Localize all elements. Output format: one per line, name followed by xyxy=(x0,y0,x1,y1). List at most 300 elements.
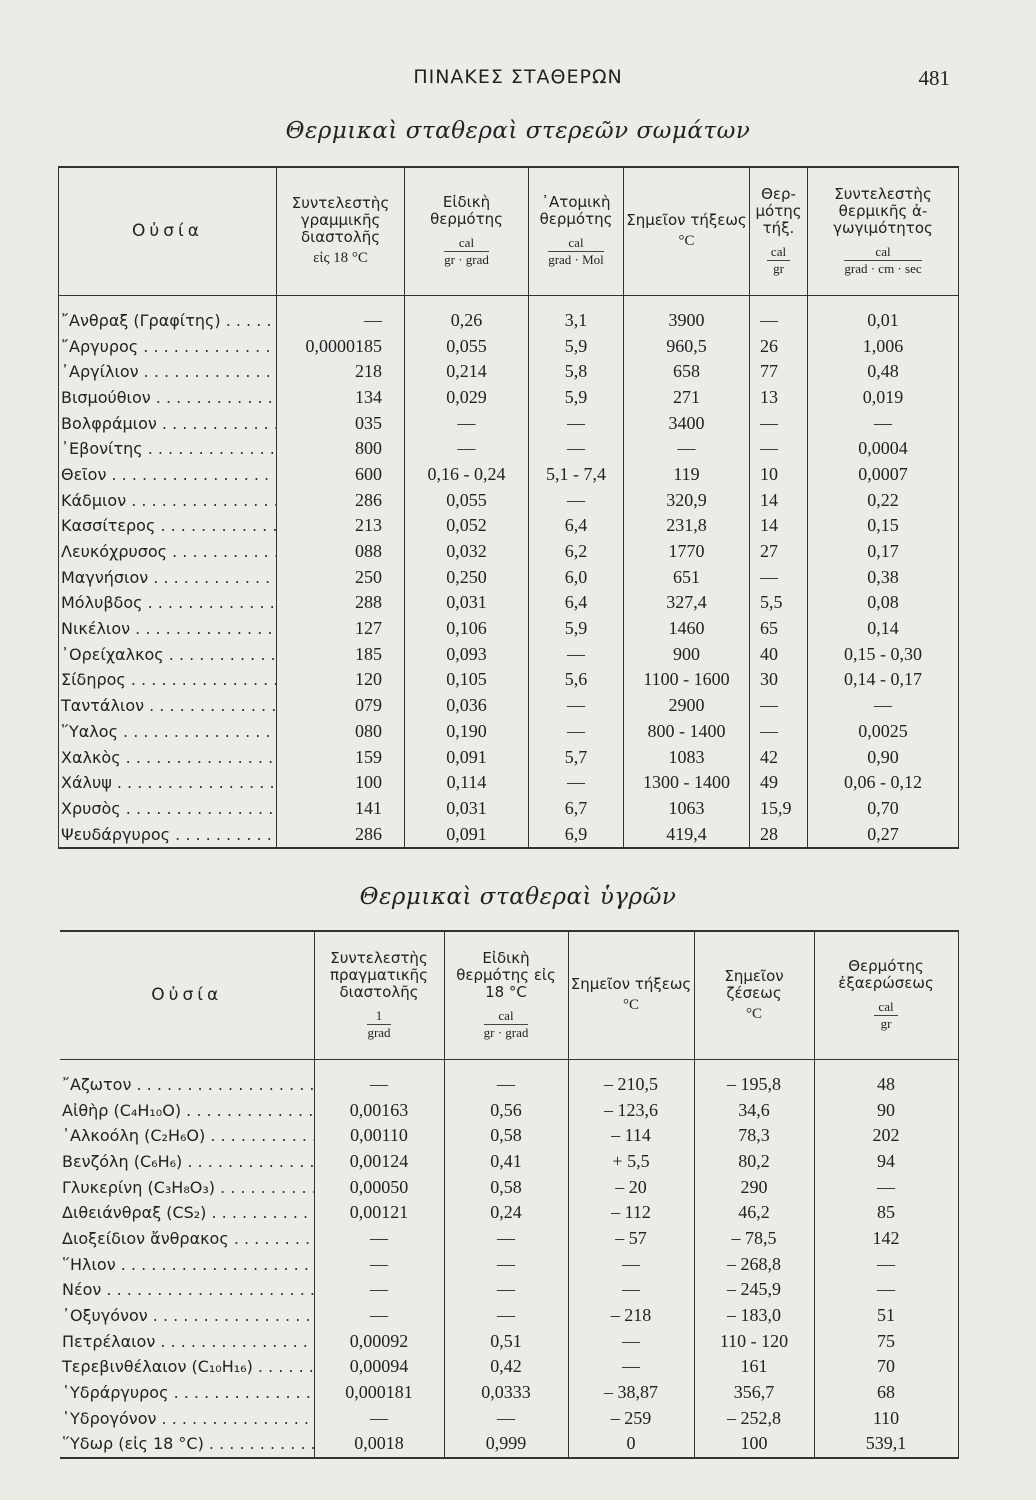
substance-label: Σίδηρος xyxy=(61,670,126,690)
unit-numerator: cal xyxy=(548,236,604,252)
table-row xyxy=(60,1226,958,1252)
table-cell: 34,6 xyxy=(694,1097,814,1123)
table-cell: 218 xyxy=(277,359,405,385)
table-cell: – 78,5 xyxy=(694,1226,814,1252)
substance-name xyxy=(59,513,277,539)
table-row xyxy=(60,1405,958,1431)
table-cell: 0,14 - 0,17 xyxy=(808,667,959,693)
table-cell: – 259 xyxy=(568,1405,694,1431)
table-cell: – 210,5 xyxy=(568,1059,694,1097)
table-cell: 0,48 xyxy=(808,359,959,385)
table-cell: – 195,8 xyxy=(694,1059,814,1097)
table-cell: 0,16 - 0,24 xyxy=(405,462,529,488)
table-cell: 0,14 xyxy=(808,616,959,642)
table-cell: 320,9 xyxy=(624,487,750,513)
table-cell: 1100 - 1600 xyxy=(624,667,750,693)
table-cell: 651 xyxy=(624,564,750,590)
table-cell: 0,01 xyxy=(808,295,959,333)
solids-column-header xyxy=(277,167,405,295)
column-label: Συντελεστὴς θερμικῆς ἀ- γωγιμότητος xyxy=(833,184,933,237)
table-cell: 13 xyxy=(750,385,808,411)
table-cell: 75 xyxy=(814,1328,958,1354)
table-cell: 271 xyxy=(624,385,750,411)
table-cell: 5,9 xyxy=(529,385,624,411)
table-row xyxy=(59,770,959,796)
substance-name xyxy=(60,1431,314,1458)
unit-fraction xyxy=(444,236,489,267)
table-cell: 65 xyxy=(750,616,808,642)
substance-name xyxy=(59,487,277,513)
substance-label: ᾿Αργίλιον xyxy=(61,362,139,382)
substance-name xyxy=(60,1200,314,1226)
substance-label: Διοξείδιον ἄνθρακος xyxy=(62,1228,229,1248)
table-row xyxy=(59,436,959,462)
table-cell: 600 xyxy=(277,462,405,488)
table-row xyxy=(59,410,959,436)
table-cell: 035 xyxy=(277,410,405,436)
table-cell: – 245,9 xyxy=(694,1277,814,1303)
table-cell: 10 xyxy=(750,462,808,488)
table-cell: 14 xyxy=(750,513,808,539)
table-cell: 141 xyxy=(277,796,405,822)
table-cell: 0,22 xyxy=(808,487,959,513)
table-cell: 134 xyxy=(277,385,405,411)
substance-label: Νικέλιον xyxy=(61,619,131,639)
table-row xyxy=(60,1431,958,1458)
unit-denominator: gr · grad xyxy=(483,1024,529,1040)
table-cell: 0 xyxy=(568,1431,694,1458)
solids-header-row xyxy=(59,167,959,295)
table-cell: – 38,87 xyxy=(568,1380,694,1406)
solids-column-header xyxy=(750,167,808,295)
substance-name xyxy=(60,1059,314,1097)
table-cell: 0,000181 xyxy=(314,1380,444,1406)
column-label: Οὐσία xyxy=(132,220,203,241)
table-cell: — xyxy=(444,1405,568,1431)
table-cell: — xyxy=(529,693,624,719)
substance-label: Διθειάνθραξ (CS₂) xyxy=(62,1203,207,1223)
table-cell: 77 xyxy=(750,359,808,385)
substance-label: Θεῖον xyxy=(61,464,107,484)
substance-name xyxy=(59,436,277,462)
solids-body xyxy=(59,295,959,848)
table-cell: — xyxy=(750,410,808,436)
table-row xyxy=(59,385,959,411)
table-cell: 0,055 xyxy=(405,333,529,359)
table-cell: 3,1 xyxy=(529,295,624,333)
table-cell: 14 xyxy=(750,487,808,513)
table-cell: 213 xyxy=(277,513,405,539)
table-cell: 960,5 xyxy=(624,333,750,359)
substance-name xyxy=(60,1097,314,1123)
table-cell: 3400 xyxy=(624,410,750,436)
table-cell: 6,0 xyxy=(529,564,624,590)
substance-name xyxy=(59,333,277,359)
substance-label: ῞Υαλος xyxy=(61,721,118,741)
substance-label: ῎Αργυρος xyxy=(61,336,139,356)
substance-label: ᾿Ορείχαλκος xyxy=(61,644,164,664)
substance-label: ῎Αζωτον xyxy=(62,1074,132,1094)
column-label: Εἰδικὴ θερμότης εἰς 18 °C xyxy=(456,948,556,1001)
substance-name xyxy=(60,1303,314,1329)
table-row xyxy=(59,333,959,359)
table-row xyxy=(60,1097,958,1123)
unit-fraction xyxy=(484,1009,529,1040)
table-row xyxy=(60,1303,958,1329)
substance-label: Πετρέλαιον xyxy=(62,1331,156,1351)
liquids-column-header xyxy=(314,931,444,1059)
table-cell: 0,00094 xyxy=(314,1354,444,1380)
substance-label: ῞Υδωρ (εἰς 18 °C) xyxy=(62,1434,204,1454)
substance-label: Γλυκερίνη (C₃H₈O₃) xyxy=(62,1177,215,1197)
substance-label: Χάλυψ xyxy=(61,773,112,793)
table-cell: — xyxy=(568,1251,694,1277)
liquids-body xyxy=(60,1059,958,1458)
table-cell: — xyxy=(314,1251,444,1277)
column-unit-note: εἰς 18 °C xyxy=(313,250,368,267)
table-cell: 327,4 xyxy=(624,590,750,616)
table-cell: 286 xyxy=(277,487,405,513)
table-cell: 1063 xyxy=(624,796,750,822)
table-cell: — xyxy=(529,770,624,796)
unit-numerator: cal xyxy=(844,245,921,261)
table-cell: 6,4 xyxy=(529,590,624,616)
table-cell: 0,0333 xyxy=(444,1380,568,1406)
substance-label: ᾿Εβονίτης xyxy=(61,439,143,459)
table-cell: 286 xyxy=(277,821,405,848)
column-label: Σημεῖον τήξεως xyxy=(626,211,747,230)
table-cell: 120 xyxy=(277,667,405,693)
table-cell: — xyxy=(444,1226,568,1252)
table-row xyxy=(60,1059,958,1097)
table-cell: 78,3 xyxy=(694,1123,814,1149)
substance-label: Αἰθὴρ (C₄H₁₀O) xyxy=(62,1100,182,1120)
solids-column-header xyxy=(59,167,277,295)
substance-name xyxy=(59,590,277,616)
table-cell: 0,08 xyxy=(808,590,959,616)
substance-label: ῾Υδρογόνον xyxy=(62,1408,157,1428)
table-cell: 6,4 xyxy=(529,513,624,539)
solids-column-header xyxy=(405,167,529,295)
table-cell: 5,9 xyxy=(529,333,624,359)
table-cell: 90 xyxy=(814,1097,958,1123)
running-head: ΠΙΝΑΚΕΣ ΣΤΑΘΕΡΩΝ xyxy=(413,66,623,88)
table-row xyxy=(59,359,959,385)
substance-name xyxy=(59,770,277,796)
unit-numerator: cal xyxy=(484,1009,529,1025)
table-cell: – 252,8 xyxy=(694,1405,814,1431)
table-cell: 0,0018 xyxy=(314,1431,444,1458)
table-cell: 0,56 xyxy=(444,1097,568,1123)
unit-denominator: grad xyxy=(367,1024,391,1040)
substance-name xyxy=(60,1405,314,1431)
table-cell: 1083 xyxy=(624,744,750,770)
table-cell: — xyxy=(568,1354,694,1380)
table-cell: 51 xyxy=(814,1303,958,1329)
substance-name xyxy=(60,1251,314,1277)
table-cell: 5,8 xyxy=(529,359,624,385)
table-row xyxy=(59,295,959,333)
table-cell: 70 xyxy=(814,1354,958,1380)
table-cell: — xyxy=(624,436,750,462)
substance-name xyxy=(59,796,277,822)
substance-name xyxy=(59,641,277,667)
table-cell: — xyxy=(529,436,624,462)
table-cell: 100 xyxy=(694,1431,814,1458)
table-cell: 6,7 xyxy=(529,796,624,822)
liquids-table-title: Θερμικαὶ σταθεραὶ ὑγρῶν xyxy=(359,884,677,910)
unit-denominator: gr xyxy=(880,1016,892,1032)
substance-label: ᾿Αλκοόλη (C₂H₆O) xyxy=(62,1126,206,1146)
table-cell: 0,06 - 0,12 xyxy=(808,770,959,796)
substance-name xyxy=(60,1174,314,1200)
table-cell: 290 xyxy=(694,1174,814,1200)
unit-numerator: cal xyxy=(874,1000,897,1016)
table-cell: 0,029 xyxy=(405,385,529,411)
table-cell: 26 xyxy=(750,333,808,359)
table-cell: 0,091 xyxy=(405,744,529,770)
table-cell: 68 xyxy=(814,1380,958,1406)
table-cell: 0,00050 xyxy=(314,1174,444,1200)
substance-label: ῞Ηλιον xyxy=(62,1254,116,1274)
table-cell: — xyxy=(750,564,808,590)
column-label: Σημεῖον ζέσεως xyxy=(724,966,784,1002)
table-cell: 0,019 xyxy=(808,385,959,411)
table-row xyxy=(59,539,959,565)
table-cell: + 5,5 xyxy=(568,1149,694,1175)
table-row xyxy=(59,616,959,642)
table-cell: — xyxy=(405,436,529,462)
table-cell: 658 xyxy=(624,359,750,385)
unit-fraction xyxy=(844,245,921,276)
table-cell: 250 xyxy=(277,564,405,590)
table-cell: 5,9 xyxy=(529,616,624,642)
table-cell: 0,0007 xyxy=(808,462,959,488)
table-cell: – 123,6 xyxy=(568,1097,694,1123)
table-row xyxy=(60,1200,958,1226)
table-row xyxy=(59,667,959,693)
substance-label: Βολφράμιον xyxy=(61,413,157,433)
table-cell: 800 xyxy=(277,436,405,462)
table-cell: – 112 xyxy=(568,1200,694,1226)
table-row xyxy=(60,1174,958,1200)
substance-name xyxy=(59,564,277,590)
table-cell: 0,999 xyxy=(444,1431,568,1458)
table-cell: 0,90 xyxy=(808,744,959,770)
table-cell: — xyxy=(750,295,808,333)
substance-label: Χρυσὸς xyxy=(61,798,121,818)
table-row xyxy=(60,1354,958,1380)
table-cell: 0,24 xyxy=(444,1200,568,1226)
table-cell: — xyxy=(568,1277,694,1303)
table-cell: 088 xyxy=(277,539,405,565)
table-cell: — xyxy=(444,1303,568,1329)
table-cell: 28 xyxy=(750,821,808,848)
liquids-column-header xyxy=(568,931,694,1059)
table-cell: 0,00163 xyxy=(314,1097,444,1123)
table-cell: 110 xyxy=(814,1405,958,1431)
table-row xyxy=(59,796,959,822)
liquids-column-header xyxy=(814,931,958,1059)
table-cell: 80,2 xyxy=(694,1149,814,1175)
solids-table-title: Θερμικαὶ σταθεραὶ στερεῶν σωμάτων xyxy=(285,118,751,144)
substance-name xyxy=(59,693,277,719)
substance-label: Ψευδάργυρος xyxy=(61,824,171,844)
table-cell: 1300 - 1400 xyxy=(624,770,750,796)
table-cell: 100 xyxy=(277,770,405,796)
table-cell: 1,006 xyxy=(808,333,959,359)
table-cell: — xyxy=(444,1277,568,1303)
column-label: ᾿Ατομικὴ θερμότης xyxy=(539,193,613,229)
unit-fraction xyxy=(874,1000,897,1031)
table-cell: — xyxy=(568,1328,694,1354)
column-unit-note: °C xyxy=(678,233,695,250)
table-row xyxy=(59,590,959,616)
table-cell: — xyxy=(444,1251,568,1277)
table-cell: 1770 xyxy=(624,539,750,565)
table-cell: — xyxy=(750,719,808,745)
table-cell: 079 xyxy=(277,693,405,719)
table-cell: 0,052 xyxy=(405,513,529,539)
table-cell: 30 xyxy=(750,667,808,693)
unit-denominator: gr xyxy=(773,260,784,276)
substance-label: Κάδμιον xyxy=(61,490,127,510)
table-cell: 161 xyxy=(694,1354,814,1380)
table-cell: — xyxy=(808,410,959,436)
table-cell: 0,17 xyxy=(808,539,959,565)
table-cell: 159 xyxy=(277,744,405,770)
substance-name xyxy=(59,719,277,745)
unit-fraction xyxy=(767,245,790,276)
table-cell: 0,091 xyxy=(405,821,529,848)
table-cell: — xyxy=(529,410,624,436)
substance-label: Βισμούθιον xyxy=(61,387,151,407)
substance-label: ῎Ανθραξ (Γραφίτης) xyxy=(61,310,221,330)
substance-name xyxy=(60,1328,314,1354)
table-cell: 46,2 xyxy=(694,1200,814,1226)
table-cell: 0,00124 xyxy=(314,1149,444,1175)
table-cell: 0,214 xyxy=(405,359,529,385)
table-cell: 0,032 xyxy=(405,539,529,565)
table-cell: 0,51 xyxy=(444,1328,568,1354)
table-row xyxy=(60,1277,958,1303)
table-row xyxy=(59,513,959,539)
table-cell: 5,5 xyxy=(750,590,808,616)
table-row xyxy=(59,641,959,667)
column-label: Οὐσία xyxy=(151,984,223,1005)
substance-name xyxy=(60,1123,314,1149)
table-cell: 119 xyxy=(624,462,750,488)
table-cell: — xyxy=(750,436,808,462)
substance-name xyxy=(59,410,277,436)
table-cell: 3900 xyxy=(624,295,750,333)
table-row xyxy=(60,1251,958,1277)
table-row xyxy=(60,1380,958,1406)
table-cell: 110 - 120 xyxy=(694,1328,814,1354)
table-cell: 0,250 xyxy=(405,564,529,590)
substance-name xyxy=(60,1226,314,1252)
table-cell: 15,9 xyxy=(750,796,808,822)
solids-column-header xyxy=(624,167,750,295)
substance-label: Κασσίτερος xyxy=(61,516,156,536)
table-cell: 288 xyxy=(277,590,405,616)
table-cell: 0,58 xyxy=(444,1174,568,1200)
table-cell: 0,055 xyxy=(405,487,529,513)
table-cell: 0,15 - 0,30 xyxy=(808,641,959,667)
table-cell: 0,036 xyxy=(405,693,529,719)
table-cell: 0,58 xyxy=(444,1123,568,1149)
table-cell: — xyxy=(277,295,405,333)
table-cell: — xyxy=(529,719,624,745)
table-cell: 356,7 xyxy=(694,1380,814,1406)
table-cell: 0,031 xyxy=(405,590,529,616)
table-cell: 0,26 xyxy=(405,295,529,333)
table-cell: 142 xyxy=(814,1226,958,1252)
unit-denominator: grad · cm · sec xyxy=(844,260,922,276)
substance-name xyxy=(59,359,277,385)
substance-name xyxy=(60,1380,314,1406)
table-cell: 0,190 xyxy=(405,719,529,745)
table-cell: – 20 xyxy=(568,1174,694,1200)
unit-fraction xyxy=(367,1009,390,1040)
table-cell: – 183,0 xyxy=(694,1303,814,1329)
substance-name xyxy=(60,1277,314,1303)
table-cell: — xyxy=(314,1405,444,1431)
unit-numerator: 1 xyxy=(367,1009,390,1025)
table-cell: 40 xyxy=(750,641,808,667)
substance-label: Τερεβινθέλαιον (C₁₀H₁₆) xyxy=(62,1357,253,1377)
substance-name xyxy=(60,1149,314,1175)
liquids-column-header xyxy=(694,931,814,1059)
table-row xyxy=(59,564,959,590)
table-cell: 49 xyxy=(750,770,808,796)
table-cell: — xyxy=(405,410,529,436)
table-cell: — xyxy=(808,693,959,719)
substance-name xyxy=(59,539,277,565)
substance-name xyxy=(59,616,277,642)
column-label: Συντελεστὴς πραγματικῆς διαστολῆς xyxy=(329,948,428,1001)
table-cell: — xyxy=(750,693,808,719)
table-cell: 0,70 xyxy=(808,796,959,822)
column-label: Σημεῖον τήξεως xyxy=(570,975,692,994)
page-number: 481 xyxy=(918,66,950,90)
table-cell: 0,27 xyxy=(808,821,959,848)
table-row xyxy=(59,462,959,488)
table-row xyxy=(59,744,959,770)
table-cell: 5,7 xyxy=(529,744,624,770)
table-cell: 080 xyxy=(277,719,405,745)
substance-label: Μόλυβδος xyxy=(61,593,143,613)
table-cell: — xyxy=(529,487,624,513)
substance-label: ᾿Οξυγόνον xyxy=(62,1306,148,1326)
table-row xyxy=(60,1328,958,1354)
column-label: Συντελεστὴς γραμμικῆς διαστολῆς xyxy=(291,194,390,247)
table-cell: — xyxy=(814,1174,958,1200)
table-cell: 419,4 xyxy=(624,821,750,848)
substance-label: Ταντάλιον xyxy=(61,696,145,716)
table-row xyxy=(59,487,959,513)
table-cell: – 114 xyxy=(568,1123,694,1149)
liquids-column-header xyxy=(60,931,314,1059)
table-cell: 0,42 xyxy=(444,1354,568,1380)
table-cell: 0,0000185 xyxy=(277,333,405,359)
table-cell: – 268,8 xyxy=(694,1251,814,1277)
table-cell: 800 - 1400 xyxy=(624,719,750,745)
column-unit-note: °C xyxy=(622,997,639,1014)
table-cell: 85 xyxy=(814,1200,958,1226)
table-cell: — xyxy=(314,1277,444,1303)
table-cell: 0,093 xyxy=(405,641,529,667)
